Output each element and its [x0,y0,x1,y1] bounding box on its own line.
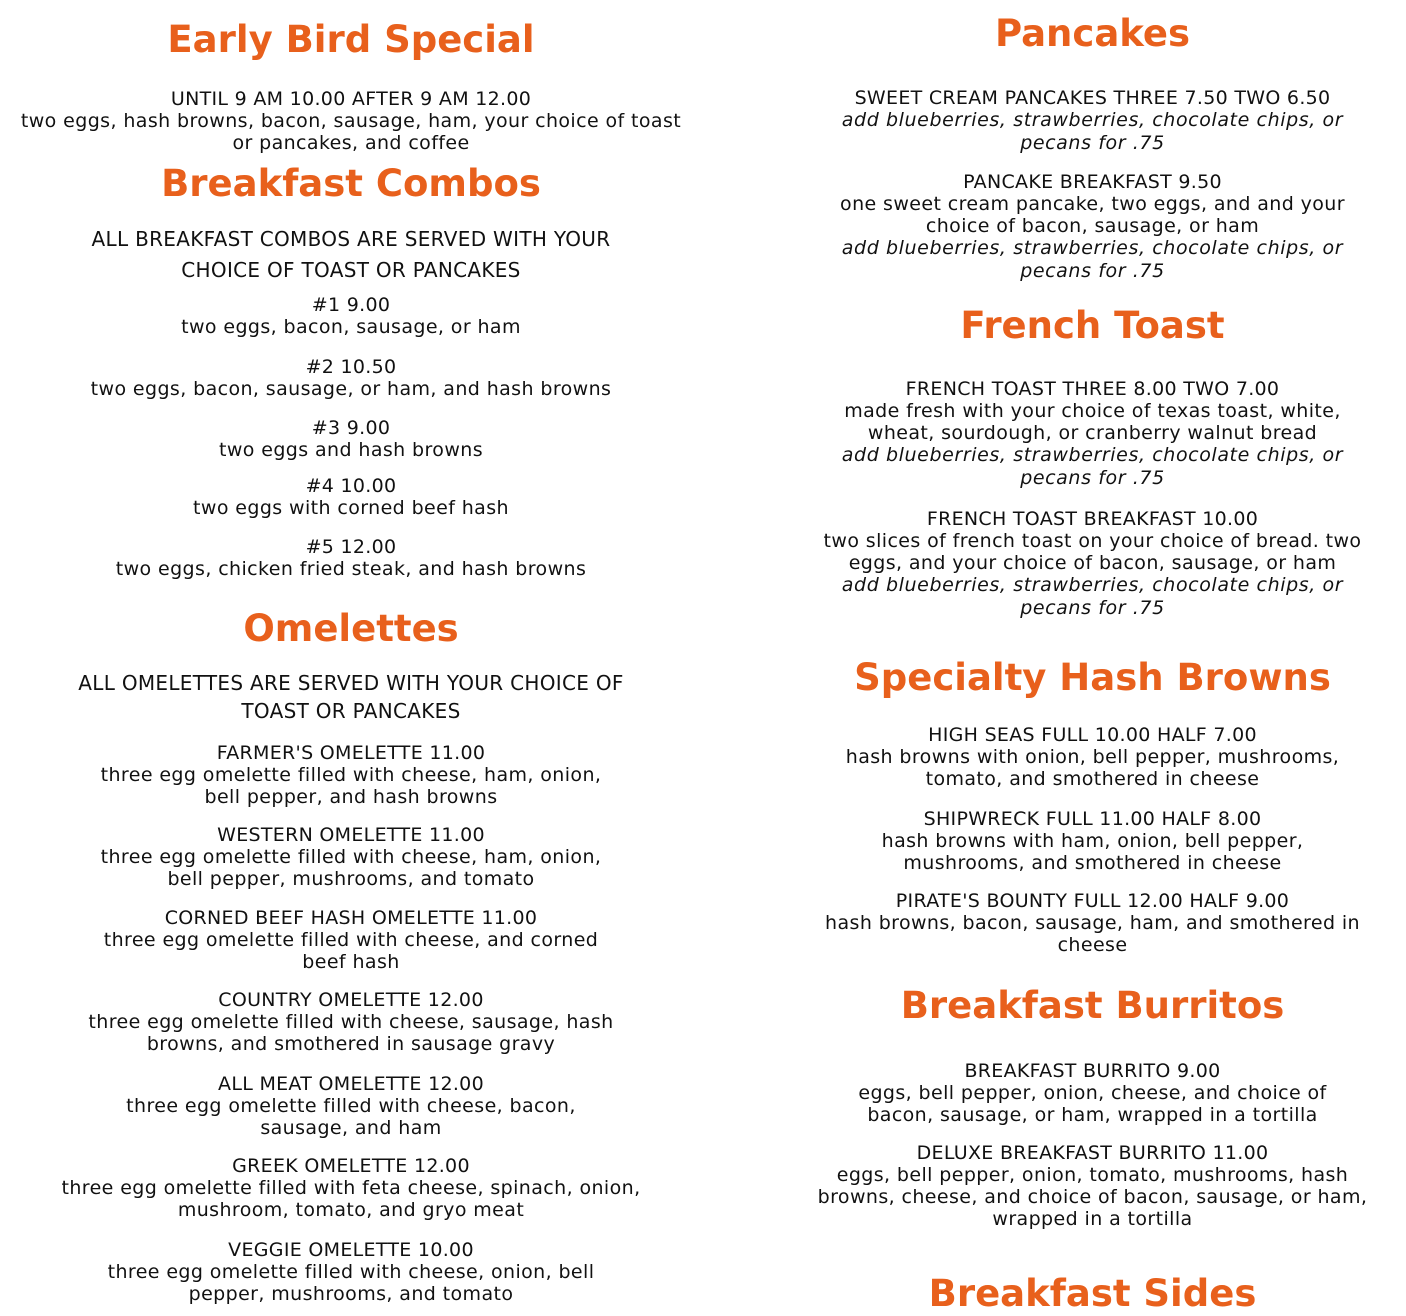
item-description: three egg omelette filled with cheese, and corned beef hash [103,929,599,973]
omelette-item [20,824,682,890]
item-description: two eggs, bacon, sausage, or ham [181,316,521,338]
combo-item [20,294,682,338]
burrito-item [790,1060,1395,1126]
item-title: SWEET CREAM PANCAKES THREE 7.50 TWO 6.50 [854,87,1331,109]
combo-item [20,536,682,580]
item-title: HIGH SEAS FULL 10.00 HALF 7.00 [928,724,1257,746]
item-addon: add blueberries, strawberries, chocolate chips, or pecans for .75 [841,444,1344,489]
omelette-item [20,1073,682,1139]
section-note: ALL OMELETTES ARE SERVED WITH YOUR CHOICE OF TOAST OR PANCAKES [78,671,624,723]
french-toast-item [790,508,1395,620]
item-title: FARMER'S OMELETTE 11.00 [216,742,486,764]
omelette-item [20,1239,682,1305]
item-title: FRENCH TOAST BREAKFAST 10.00 [926,508,1259,530]
hash-browns-item [790,890,1395,956]
item-title: CORNED BEEF HASH OMELETTE 11.00 [164,907,538,929]
section-heading: Specialty Hash Browns [854,656,1331,699]
item-title: PIRATE'S BOUNTY FULL 12.00 HALF 9.00 [895,890,1290,912]
item-title: #1 9.00 [311,294,391,316]
omelette-item [20,742,682,808]
combo-item [20,356,682,400]
item-title: FRENCH TOAST THREE 8.00 TWO 7.00 [905,378,1280,400]
item-description: three egg omelette filled with cheese, onion, bell pepper, mushrooms, and tomato [107,1261,595,1305]
item-description: hash browns, bacon, sausage, ham, and smothered in cheese [825,912,1360,956]
item-description: three egg omelette filled with cheese, ham, onion, bell pepper, and hash browns [100,764,602,808]
item-description: two eggs, hash browns, bacon, sausage, ham, your choice of toast or pancakes, and coffee [20,110,682,154]
item-title: BREAKFAST BURRITO 9.00 [964,1060,1221,1082]
item-description: one sweet cream pancake, two eggs, and and your choice of bacon, sausage, or ham [840,193,1345,237]
item-title: DELUXE BREAKFAST BURRITO 11.00 [916,1142,1269,1164]
section-heading: Early Bird Special [167,18,535,61]
item-description: eggs, bell pepper, onion, cheese, and choice of bacon, sausage, or ham, wrapped in a tortilla [858,1082,1327,1126]
early-bird-section [20,18,682,154]
item-description: three egg omelette filled with cheese, bacon, sausage, and ham [126,1095,576,1139]
combo-item [20,475,682,519]
item-title: GREEK OMELETTE 12.00 [232,1155,470,1177]
breakfast-combos-section [20,162,682,286]
section-heading: Pancakes [994,12,1191,55]
omelette-item [20,1155,682,1221]
burritos-section [790,984,1395,1028]
french-toast-item [790,378,1395,490]
item-description: two eggs and hash browns [218,439,483,461]
item-addon: add blueberries, strawberries, chocolate chips, or pecans for .75 [841,109,1344,154]
section-heading: Breakfast Combos [161,162,541,205]
item-addon: add blueberries, strawberries, chocolate chips, or pecans for .75 [841,574,1344,619]
item-description: hash browns with ham, onion, bell pepper, mushrooms, and smothered in cheese [881,830,1304,874]
item-description: made fresh with your choice of texas toast, white, wheat, sourdough, or cranberry walnut bread [844,400,1341,444]
item-description: eggs, bell pepper, onion, tomato, mushrooms, hash browns, cheese, and choice of bacon, sausage, or ham, wrapped in a tortilla [817,1164,1368,1230]
item-title: #4 10.00 [305,475,397,497]
section-heading: Breakfast Burritos [900,984,1285,1027]
breakfast-sides-section [790,1272,1395,1316]
hash-browns-item [790,808,1395,874]
omelettes-section [20,607,682,725]
pancake-item [790,171,1395,283]
item-addon: add blueberries, strawberries, chocolate chips, or pecans for .75 [841,237,1344,282]
item-title: VEGGIE OMELETTE 10.00 [228,1239,474,1261]
item-description: hash browns with onion, bell pepper, mushrooms, tomato, and smothered in cheese [845,746,1340,790]
item-description: two eggs with corned beef hash [193,497,509,519]
item-title: #5 12.00 [305,536,397,558]
item-description: two slices of french toast on your choice of bread. two eggs, and your choice of bacon, sausage, or ham [823,530,1362,574]
hash-browns-section [790,656,1395,700]
section-heading: Breakfast Sides [928,1272,1257,1315]
french-toast-section [790,304,1395,348]
item-title: ALL MEAT OMELETTE 12.00 [218,1073,484,1095]
item-description: two eggs, bacon, sausage, or ham, and hash browns [90,378,612,400]
burrito-item [790,1142,1395,1230]
item-title: COUNTRY OMELETTE 12.00 [218,989,484,1011]
item-title: UNTIL 9 AM 10.00 AFTER 9 AM 12.00 [170,88,532,110]
item-title: PANCAKE BREAKFAST 9.50 [963,171,1222,193]
section-note: ALL BREAKFAST COMBOS ARE SERVED WITH YOUR CHOICE OF TOAST OR PANCAKES [91,227,611,282]
hash-browns-item [790,724,1395,790]
pancakes-section [790,12,1395,56]
item-description: three egg omelette filled with cheese, sausage, hash browns, and smothered in sausage gravy [88,1011,614,1055]
item-description: three egg omelette filled with cheese, ham, onion, bell pepper, mushrooms, and tomato [100,846,602,890]
item-description: three egg omelette filled with feta cheese, spinach, onion, mushroom, tomato, and gryo meat [61,1177,641,1221]
section-heading: Omelettes [243,607,459,650]
item-title: SHIPWRECK FULL 11.00 HALF 8.00 [923,808,1262,830]
section-heading: French Toast [960,304,1225,347]
item-title: WESTERN OMELETTE 11.00 [217,824,485,846]
combo-item [20,417,682,461]
item-description: two eggs, chicken fried steak, and hash browns [115,558,587,580]
item-title: #2 10.50 [305,356,397,378]
pancake-item [790,87,1395,155]
omelette-item [20,989,682,1055]
omelette-item [20,907,682,973]
item-title: #3 9.00 [311,417,391,439]
